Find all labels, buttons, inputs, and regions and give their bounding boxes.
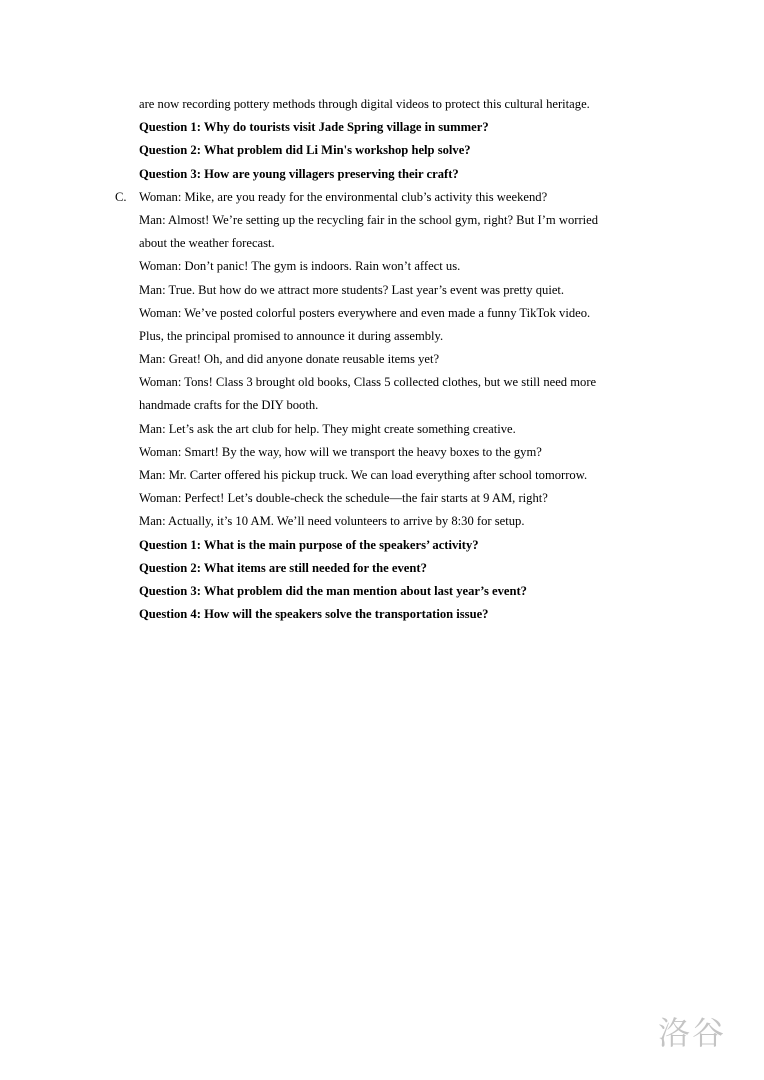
dialogue-line: Man: Mr. Carter offered his pickup truck. We can load everything after school tomorrow. xyxy=(139,468,588,482)
dialogue-line: Man: Great! Oh, and did anyone donate reusable items yet? xyxy=(139,352,440,367)
dialogue-line: Man: True. But how do we attract more students? Last year’s event was pretty quiet. xyxy=(139,282,565,297)
dialogue-line: Plus, the principal promised to announce it during assembly. xyxy=(139,328,444,343)
intro-line: are now recording pottery methods through digital videos to protect this cultural heritage. xyxy=(139,97,590,111)
dialogue-line: Woman: Perfect! Let’s double-check the schedule—the fair starts at 9 AM, right? xyxy=(139,491,548,506)
watermark-logo: 洛谷 xyxy=(657,1014,726,1052)
section-b-question-1: Question 1: Why do tourists visit Jade Spring village in summer? xyxy=(139,120,489,135)
dialogue-line: Man: Actually, it’s 10 AM. We’ll need volunteers to arrive by 8:30 for setup. xyxy=(139,514,525,529)
section-b-question-3: Question 3: How are young villagers preserving their craft? xyxy=(139,166,459,181)
dialogue-line: about the weather forecast. xyxy=(139,236,275,251)
dialogue-line: Woman: Tons! Class 3 brought old books, Class 5 collected clothes, but we still need more xyxy=(139,375,597,390)
dialogue-line: Man: Let’s ask the art club for help. They might create something creative. xyxy=(139,421,516,436)
dialogue-line: Woman: Smart! By the way, how will we transport the heavy boxes to the gym? xyxy=(139,444,542,459)
dialogue-line: handmade crafts for the DIY booth. xyxy=(139,398,319,413)
section-c-question-4: Question 4: How will the speakers solve the transportation issue? xyxy=(139,607,489,622)
dialogue-line: Woman: Mike, are you ready for the environmental club’s activity this weekend? xyxy=(139,189,548,204)
dialogue-line: Man: Almost! We’re setting up the recycling fair in the school gym, right? But I’m worried xyxy=(139,212,599,227)
section-b-question-2: Question 2: What problem did Li Min's workshop help solve? xyxy=(139,143,471,158)
section-c-question-2: Question 2: What items are still needed for the event? xyxy=(139,560,427,575)
section-c-question-3: Question 3: What problem did the man mention about last year’s event? xyxy=(139,583,527,598)
section-c-question-1: Question 1: What is the main purpose of the speakers’ activity? xyxy=(139,537,479,552)
section-c-marker: C. xyxy=(115,189,127,204)
page-content xyxy=(139,93,659,626)
dialogue-line: Woman: We’ve posted colorful posters everywhere and even made a funny TikTok video. xyxy=(139,305,591,320)
dialogue-line: Woman: Don’t panic! The gym is indoors. Rain won’t affect us. xyxy=(139,259,461,274)
